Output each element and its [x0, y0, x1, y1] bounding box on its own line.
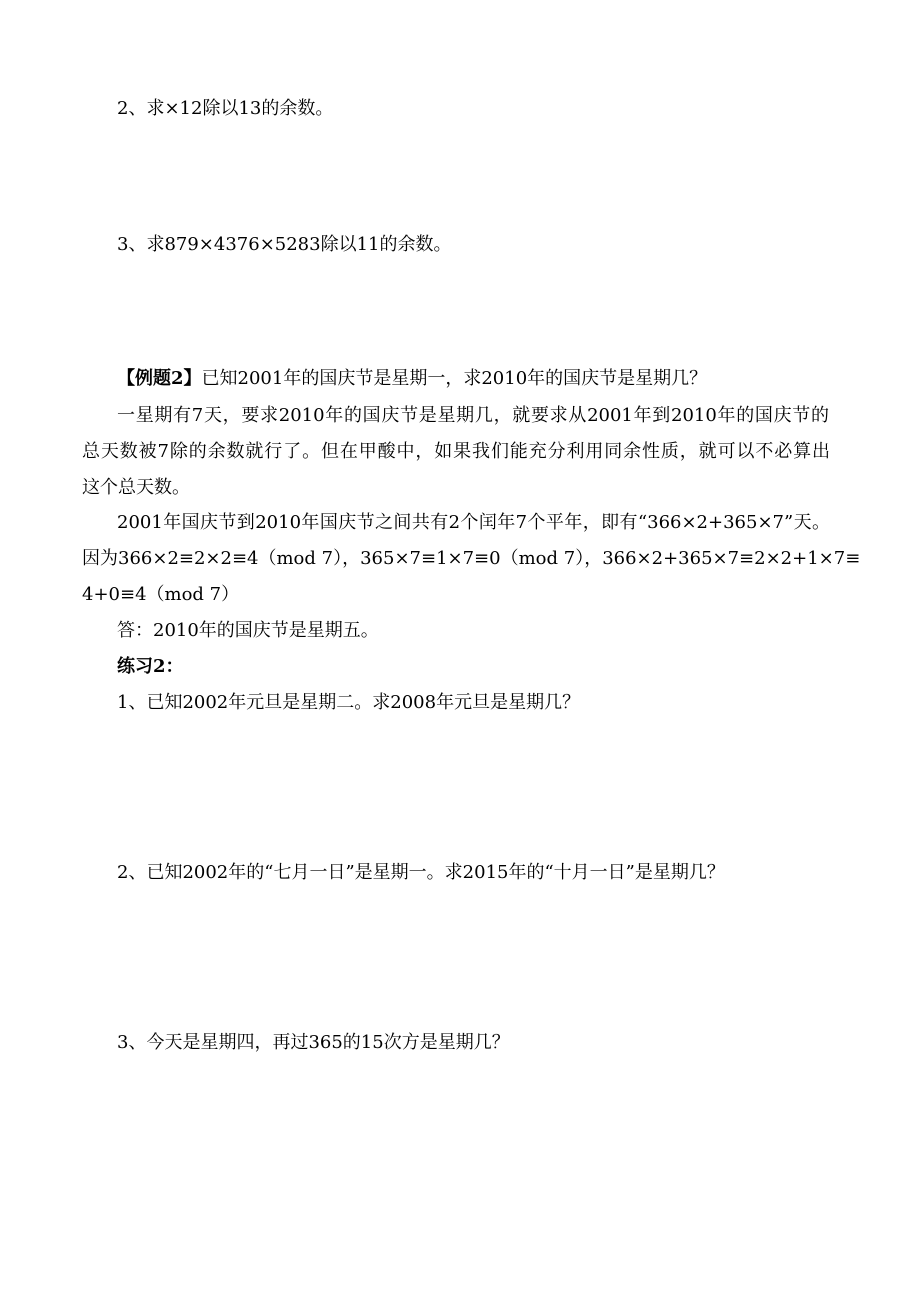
exercise1-question-2: 2、求×12除以13的余数。: [117, 98, 334, 119]
example2-paragraph2-line3: 4+0≡4（mod 7）: [82, 584, 240, 605]
example2-heading: [117, 368, 707, 390]
exercise2-question-2: 2、已知2002年的“七月一日”是星期一。求2015年的“十月一日”是星期几？: [117, 862, 725, 883]
example2-label: 【例题2】: [117, 368, 202, 389]
exercise2-question-1: 1、已知2002年元旦是星期二。求2008年元旦是星期几？: [117, 692, 581, 713]
exercise2-question-3: 3、今天是星期四，再过365的15次方是星期几？: [117, 1032, 510, 1053]
example2-question: 已知2001年的国庆节是星期一，求2010年的国庆节是星期几？: [201, 368, 708, 389]
exercise1-question-3: 3、求879×4376×5283除以11的余数。: [117, 234, 452, 255]
example2-answer: 答：2010年的国庆节是星期五。: [117, 620, 379, 641]
example2-paragraph1-line2: 总天数被7除的余数就行了。但在甲酸中，如果我们能充分利用同余性质，就可以不必算出: [82, 441, 830, 462]
example2-paragraph2-line2: 因为366×2≡2×2≡4（mod 7），365×7≡1×7≡0（mod 7），366×2+365×7≡2×2+1×7≡: [82, 548, 861, 569]
exercise2-title: 练习2：: [117, 656, 184, 677]
example2-paragraph1-line3: 这个总天数。: [82, 477, 190, 498]
example2-paragraph1-line1: 一星期有7天，要求2010年的国庆节是星期几，就要求从2001年到2010年的国庆节的: [117, 405, 829, 426]
example2-paragraph2-line1: 2001年国庆节到2010年国庆节之间共有2个闰年7个平年，即有“366×2+365×7”天。: [117, 512, 830, 533]
